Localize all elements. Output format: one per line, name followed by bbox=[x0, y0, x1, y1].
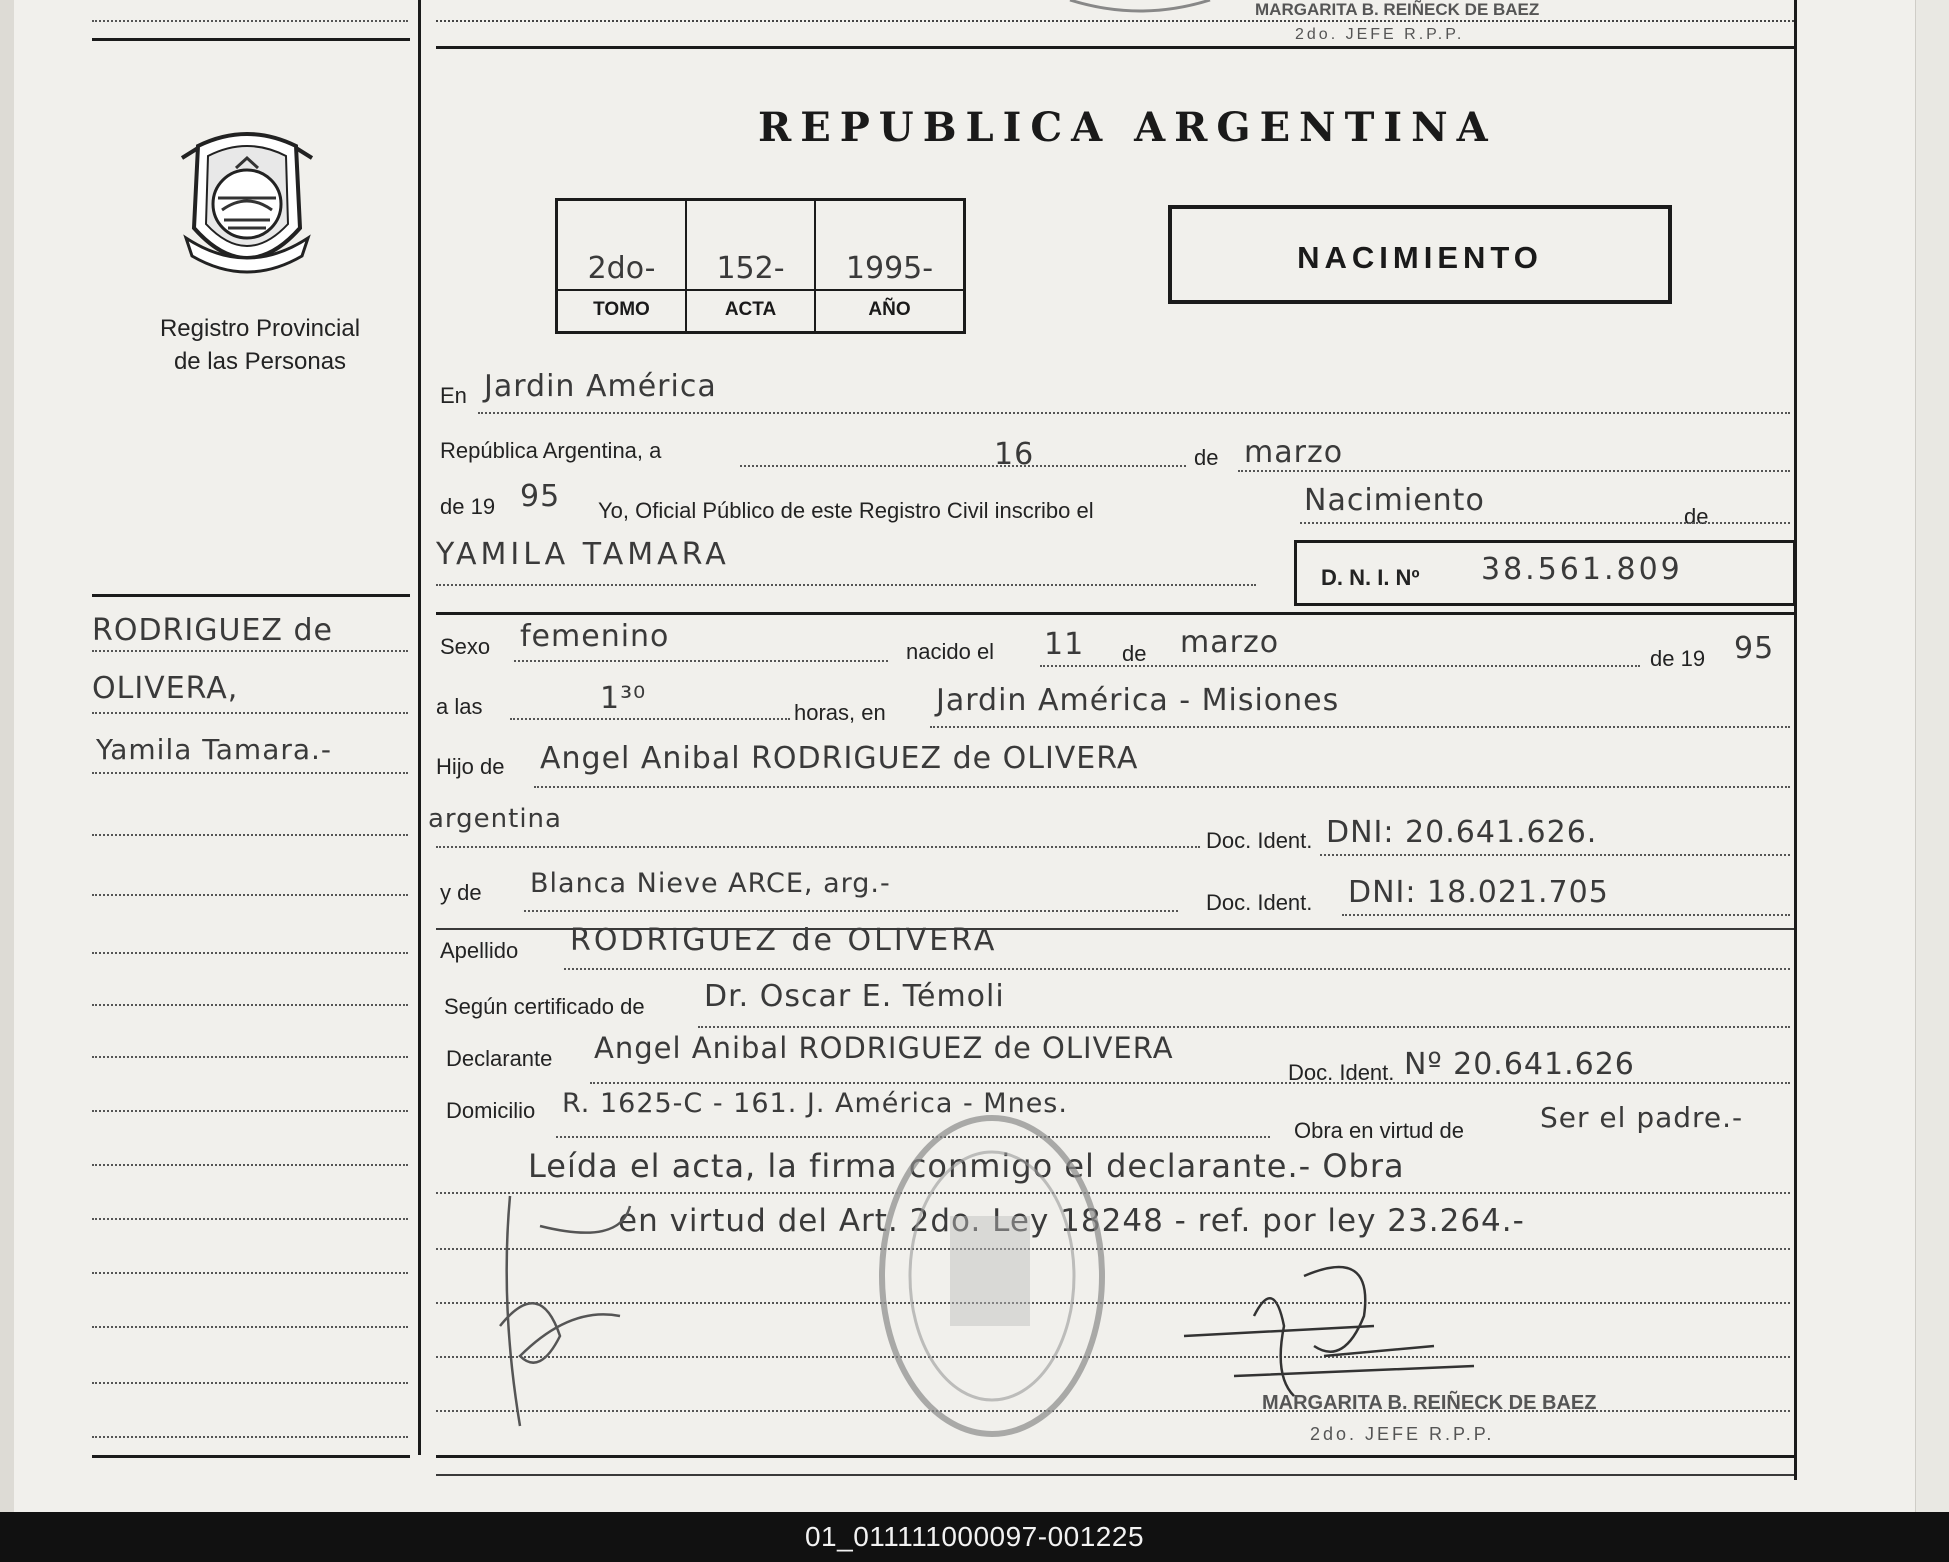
birth-month: marzo bbox=[1180, 625, 1280, 660]
month-value: marzo bbox=[1244, 435, 1344, 470]
en-label: En bbox=[440, 383, 467, 408]
sexo-line bbox=[514, 660, 888, 662]
yde-label: y de bbox=[440, 880, 482, 905]
de-label: de bbox=[1194, 445, 1219, 470]
bottom-stamp-title: 2do. JEFE R.P.P. bbox=[1310, 1424, 1495, 1444]
left-ruled-line bbox=[92, 1164, 408, 1166]
main-rule-top bbox=[436, 46, 1794, 49]
name-line bbox=[436, 584, 1256, 586]
anio-cell bbox=[816, 201, 963, 331]
left-rule-bottom bbox=[92, 1455, 410, 1458]
obra-label: Obra en virtud de bbox=[1294, 1118, 1464, 1143]
nationality-line bbox=[436, 846, 1200, 848]
segun-line bbox=[698, 1026, 1790, 1028]
tomo-label: TOMO bbox=[593, 299, 650, 320]
mother-doc-line bbox=[1342, 914, 1790, 916]
declarante-line bbox=[590, 1082, 1790, 1084]
sexo-label: Sexo bbox=[440, 634, 491, 659]
top-stamp-arc bbox=[1060, 0, 1220, 20]
declarante-value: Angel Anibal RODRIGUEZ de OLIVERA bbox=[594, 1031, 1174, 1065]
dni-label: D. N. I. Nº bbox=[1321, 565, 1420, 590]
birth-place: Jardin América - Misiones bbox=[936, 683, 1340, 718]
left-ruled-line bbox=[92, 894, 408, 896]
left-ruled-line bbox=[92, 1004, 408, 1006]
acta-cell bbox=[687, 201, 816, 331]
acta-value: 152- bbox=[716, 251, 785, 286]
birth-year-suffix: 95 bbox=[1734, 631, 1775, 666]
mother-doc-label: Doc. Ident. bbox=[1206, 890, 1313, 915]
left-ruled-line bbox=[92, 952, 408, 954]
republica-label: República Argentina, a bbox=[440, 438, 662, 463]
father-name: Angel Anibal RODRIGUEZ de OLIVERA bbox=[540, 741, 1139, 776]
tomo-value: 2do- bbox=[587, 251, 656, 286]
inscribo-line bbox=[1300, 522, 1790, 524]
apellido-line bbox=[564, 968, 1790, 970]
section-rule bbox=[436, 612, 1794, 615]
left-section-rule bbox=[92, 594, 410, 597]
alas-label: a las bbox=[436, 694, 483, 719]
father-nationality: argentina bbox=[428, 804, 562, 834]
official-stamp-icon bbox=[872, 1106, 1112, 1446]
inscribo-value: Nacimiento bbox=[1304, 483, 1485, 518]
document-title: REPUBLICA ARGENTINA bbox=[758, 104, 1497, 151]
domicilio-value: R. 1625-C - 161. J. América - Mnes. bbox=[562, 1088, 1068, 1119]
left-ruled-line bbox=[92, 1326, 408, 1328]
year-suffix: 95 bbox=[520, 479, 561, 514]
left-ruled-line bbox=[92, 772, 408, 774]
main-dotted-top bbox=[436, 20, 1794, 22]
left-ruled-line bbox=[92, 712, 408, 714]
acta-label: ACTA bbox=[724, 299, 777, 320]
anio-value: 1995- bbox=[845, 251, 934, 286]
day-line bbox=[740, 465, 1186, 467]
page-edge-left bbox=[0, 0, 14, 1512]
horas-label: horas, en bbox=[794, 700, 886, 725]
left-rule-top bbox=[92, 38, 410, 41]
dni-value: 38.561.809 bbox=[1481, 552, 1683, 587]
mother-name: Blanca Nieve ARCE, arg.- bbox=[530, 868, 891, 899]
birth-place-line bbox=[930, 726, 1790, 728]
top-stamp-name: MARGARITA B. REIÑECK DE BAEZ bbox=[1255, 0, 1540, 19]
segun-value: Dr. Oscar E. Témoli bbox=[704, 979, 1005, 1014]
note-line-2: en virtud del Art. 2do. Ley 18248 - ref. por ley 23.264.- bbox=[618, 1203, 1525, 1239]
declarante-label: Declarante bbox=[446, 1046, 553, 1071]
file-id-bar bbox=[0, 1512, 1949, 1562]
anio-label: AÑO bbox=[868, 299, 911, 320]
registry-line-1: Registro Provincial bbox=[159, 315, 361, 342]
note-line-1: Leída el acta, la firma conmigo el declarante.- Obra bbox=[528, 1147, 1405, 1185]
record-number-box bbox=[555, 198, 966, 334]
father-doc: DNI: 20.641.626. bbox=[1326, 815, 1598, 850]
main-rule-bottom-2 bbox=[436, 1474, 1794, 1476]
yo-text: Yo, Oficial Público de este Registro Civil inscribo el bbox=[598, 498, 1094, 523]
en-value: Jardin América bbox=[484, 369, 717, 404]
hour-line bbox=[510, 718, 790, 720]
sexo-value: femenino bbox=[520, 619, 670, 654]
hijo-label: Hijo de bbox=[436, 754, 505, 779]
name-value: YAMILA TAMARA bbox=[436, 537, 730, 572]
main-rule-bottom bbox=[436, 1455, 1794, 1458]
de-label-3: de bbox=[1122, 641, 1147, 666]
right-border bbox=[1794, 0, 1797, 1480]
domicilio-label: Domicilio bbox=[446, 1098, 536, 1123]
province-seal-icon bbox=[178, 128, 316, 280]
mother-doc: DNI: 18.021.705 bbox=[1348, 875, 1609, 910]
apellido-label: Apellido bbox=[440, 938, 519, 963]
left-ruled-line bbox=[92, 1056, 408, 1058]
registry-name bbox=[100, 312, 420, 378]
registry-line-2: de las Personas bbox=[173, 348, 347, 375]
left-ruled-line bbox=[92, 1436, 408, 1438]
left-ruled-line bbox=[92, 834, 408, 836]
nacido-label: nacido el bbox=[906, 639, 995, 664]
left-dotted-top bbox=[92, 20, 408, 22]
birth-day: 11 bbox=[1044, 627, 1085, 662]
tomo-cell bbox=[558, 201, 687, 331]
left-ruled-line bbox=[92, 650, 408, 652]
birth-line bbox=[1040, 665, 1640, 667]
page-edge-right bbox=[1915, 0, 1949, 1512]
left-ruled-line bbox=[92, 1110, 408, 1112]
margin-note-line-3: Yamila Tamara.- bbox=[96, 733, 333, 766]
declarant-signature bbox=[480, 1186, 650, 1436]
segun-label: Según certificado de bbox=[444, 994, 645, 1019]
left-ruled-line bbox=[92, 1272, 408, 1274]
day-value: 16 bbox=[994, 437, 1035, 472]
left-ruled-line bbox=[92, 1382, 408, 1384]
de-label-2: de bbox=[1684, 504, 1709, 529]
father-doc-label: Doc. Ident. bbox=[1206, 828, 1313, 853]
de19-label-2: de 19 bbox=[1650, 646, 1706, 671]
margin-note-line-1: RODRIGUEZ de bbox=[92, 613, 333, 648]
certificate-type: NACIMIENTO bbox=[1297, 240, 1543, 275]
apellido-value: RODRIGUEZ de OLIVERA bbox=[570, 923, 998, 958]
top-stamp-title: 2do. JEFE R.P.P. bbox=[1295, 26, 1465, 43]
left-ruled-line bbox=[92, 1218, 408, 1220]
en-line bbox=[478, 412, 1790, 414]
month-line bbox=[1238, 470, 1790, 472]
hour-value: 1³⁰ bbox=[600, 681, 647, 716]
declarante-doc-label: Doc. Ident. bbox=[1288, 1060, 1395, 1085]
mother-line bbox=[524, 910, 1178, 912]
father-doc-line bbox=[1320, 854, 1790, 856]
father-line bbox=[534, 786, 1790, 788]
dni-box bbox=[1294, 540, 1796, 606]
column-divider bbox=[418, 0, 421, 1455]
certificate-type-box bbox=[1168, 205, 1672, 304]
margin-note-line-2: OLIVERA, bbox=[92, 671, 239, 706]
file-id: 01_011111000097-001225 bbox=[804, 1521, 1145, 1552]
de19-label: de 19 bbox=[440, 494, 496, 519]
obra-value: Ser el padre.- bbox=[1540, 1101, 1744, 1134]
bottom-stamp-name: MARGARITA B. REIÑECK DE BAEZ bbox=[1262, 1392, 1597, 1414]
declarante-doc: Nº 20.641.626 bbox=[1404, 1047, 1635, 1082]
